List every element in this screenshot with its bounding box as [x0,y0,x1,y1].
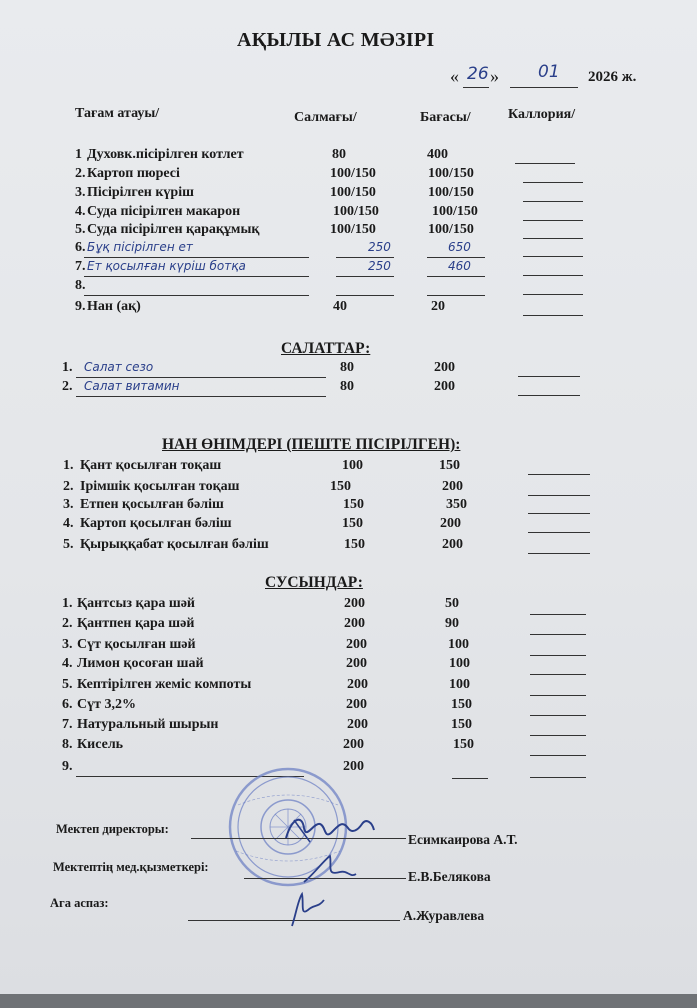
drink-item-calories-line [530,674,586,675]
drink-item-weight: 200 [347,717,368,732]
main-item-calories-line [523,294,583,295]
bakery-item-weight: 150 [344,537,365,552]
main-item-calories-line [523,201,583,202]
drink-item-calories-line [530,735,586,736]
main-item-price: 100/150 [428,166,474,181]
main-item-name: Суда пісірілген макарон [87,204,241,219]
main-item-calories-line [523,238,583,239]
drink-item-number: 5. [62,677,73,692]
drink-item-number: 2. [62,616,73,631]
nurse-name: Е.В.Белякова [408,869,491,884]
main-item-name-handwritten: Бұқ пісірілген ет [87,240,193,254]
date-year: 2026 ж. [588,69,637,85]
header-weight: Салмағы/ [294,110,357,125]
salad-item-name-handwritten: Салат витамин [84,379,180,393]
main-item-number: 5. [75,222,86,237]
bakery-item-calories-line [528,474,590,475]
drink-item-name: Қантсыз қара шәй [77,596,195,611]
drink-item-weight: 200 [347,677,368,692]
bakery-item-name: Етпен қосылған бәліш [80,497,224,512]
main-item-name: Пісірілген күріш [87,185,194,200]
drink-item-name: Кептірілген жеміс компоты [77,677,252,692]
drink-item-calories-line [530,777,586,778]
main-item-name: Духовк.пісірілген котлет [87,147,244,162]
main-item-price: 100/150 [432,204,478,219]
drink-item-calories-line [530,655,586,656]
drink-item-weight: 200 [344,616,365,631]
drink-item-weight: 200 [343,759,364,774]
date-month: 01 [538,62,560,82]
salad-item-weight: 80 [340,379,354,394]
director-role: Мектеп директоры: [56,822,169,836]
salads-title: САЛАТТАР: [281,340,371,357]
main-item-price: 100/150 [428,222,474,237]
bakery-item-calories-line [528,495,590,496]
header-price: Бағасы/ [420,110,471,125]
drink-item-weight: 200 [346,697,367,712]
main-item-price-handwritten: 460 [448,259,471,273]
drink-item-weight: 200 [346,656,367,671]
main-item-name-line [84,295,309,296]
bakery-item-number: 2. [63,479,74,494]
drink-item-number: 9. [62,759,73,774]
bakery-item-weight: 150 [342,516,363,531]
drink-item-number: 8. [62,737,73,752]
drink-item-price: 150 [451,697,472,712]
main-item-name: Нан (ақ) [87,299,141,314]
salad-item-name-line [76,377,326,378]
main-item-number: 6. [75,240,86,255]
drink-item-calories-line [530,614,586,615]
drink-item-price: 100 [449,677,470,692]
drink-item-price: 150 [451,717,472,732]
main-item-calories-line [515,163,575,164]
main-item-name: Суда пісірілген қарақұмық [87,222,260,237]
main-item-name: Картоп пюресі [87,166,180,181]
date-day: 26 [467,64,489,84]
chef-name: А.Журавлева [403,908,485,923]
drink-item-calories-line [530,755,586,756]
drink-item-price: 100 [448,637,469,652]
bakery-item-calories-line [528,513,590,514]
drink-item-number: 4. [62,656,73,671]
main-item-calories-line [523,220,583,221]
drink-item-price: 50 [445,596,459,611]
drink-item-calories-line [530,695,586,696]
main-item-weight: 100/150 [333,204,379,219]
main-item-price: 100/150 [428,185,474,200]
bakery-item-name: Қант қосылған тоқаш [80,458,222,473]
main-item-weight-line [336,276,394,277]
main-item-price: 20 [431,299,445,314]
director-name: Есимкаирова А.Т. [408,832,518,847]
bakery-item-calories-line [528,532,590,533]
main-item-weight-handwritten: 250 [368,240,391,254]
drink-item-price: 150 [453,737,474,752]
main-item-number: 2. [75,166,86,181]
main-item-name-handwritten: Ет қосылған күріш ботқа [87,259,246,273]
bakery-item-price: 350 [446,497,467,512]
bakery-item-price: 200 [440,516,461,531]
main-item-price-line [427,295,485,296]
nurse-role: Мектептің мед.қызметкері: [53,860,209,874]
chef-role: Ага аспаз: [50,896,109,910]
drink-item-name: Лимон қосоған шай [77,656,204,671]
bakery-item-name: Картоп қосылған бәліш [80,516,232,531]
date-close-quote: » [490,66,499,86]
main-item-weight: 100/150 [330,222,376,237]
main-item-weight-line [336,295,394,296]
salad-item-number: 1. [62,360,73,375]
main-item-calories-line [523,315,583,316]
bakery-item-price: 200 [442,479,463,494]
drink-item-name: Кисель [77,737,124,752]
menu-title: АҚЫЛЫ АС МӘЗІРІ [237,29,435,51]
nurse-signature [300,852,360,886]
drinks-title: СУСЫНДАР: [265,574,363,591]
drink-item-number: 7. [62,717,73,732]
main-item-weight-line [336,257,394,258]
main-item-price-handwritten: 650 [448,240,471,254]
main-item-weight: 100/150 [330,185,376,200]
drink-item-number: 6. [62,697,73,712]
date-open-quote: « [450,66,459,86]
main-item-name-line [84,276,309,277]
bakery-item-weight: 100 [342,458,363,473]
main-item-weight: 100/150 [330,166,376,181]
bakery-item-price: 200 [442,537,463,552]
main-item-number: 9. [75,299,86,314]
bakery-title: НАН ӨНІМДЕРІ (ПЕШТЕ ПІСІРІЛГЕН): [162,436,461,453]
drink-item-calories-line [530,634,586,635]
salad-item-calories-line [518,395,580,396]
bakery-item-weight: 150 [330,479,351,494]
drink-item-number: 1. [62,596,73,611]
main-item-number: 7. [75,259,86,274]
main-item-number: 4. [75,204,86,219]
drink-item-price-line [452,778,488,779]
drink-item-name: Сүт 3,2% [77,697,136,712]
main-item-weight-handwritten: 250 [368,259,391,273]
bakery-item-name: Қырыққабат қосылған бәліш [80,537,269,552]
bakery-item-number: 5. [63,537,74,552]
bakery-item-weight: 150 [343,497,364,512]
bakery-item-number: 1. [63,458,74,473]
chef-signature [282,890,332,930]
drink-item-name: Сүт қосылған шәй [77,637,196,652]
salad-item-name-handwritten: Салат сезо [84,360,154,374]
main-item-calories-line [523,256,583,257]
drink-item-weight: 200 [344,596,365,611]
main-item-calories-line [523,275,583,276]
main-item-price: 400 [427,147,448,162]
salad-item-number: 2. [62,379,73,394]
bakery-item-calories-line [528,553,590,554]
bakery-item-price: 150 [439,458,460,473]
drink-item-price: 90 [445,616,459,631]
salad-item-price: 200 [434,379,455,394]
bakery-item-number: 3. [63,497,74,512]
drink-item-calories-line [530,715,586,716]
bakery-item-number: 4. [63,516,74,531]
director-signature [280,810,380,848]
main-item-name-line [84,257,309,258]
main-item-calories-line [523,182,583,183]
main-item-price-line [427,276,485,277]
main-item-number: 1 [75,147,82,162]
salad-item-price: 200 [434,360,455,375]
bakery-item-name: Ірімшік қосылған тоқаш [80,479,240,494]
header-name: Тағам атауы/ [75,106,160,121]
drink-item-name: Натуральный шырын [77,717,219,732]
salad-item-name-line [76,396,326,397]
main-item-number: 8. [75,278,86,293]
drink-item-weight: 200 [343,737,364,752]
drink-item-weight: 200 [346,637,367,652]
main-item-price-line [427,257,485,258]
drink-item-price: 100 [449,656,470,671]
header-calories: Каллория/ [508,107,576,122]
main-item-number: 3. [75,185,86,200]
salad-item-weight: 80 [340,360,354,375]
drink-item-number: 3. [62,637,73,652]
drink-item-name: Қантпен қара шәй [77,616,195,631]
main-item-weight: 80 [332,147,346,162]
main-item-weight: 40 [333,299,347,314]
salad-item-calories-line [518,376,580,377]
